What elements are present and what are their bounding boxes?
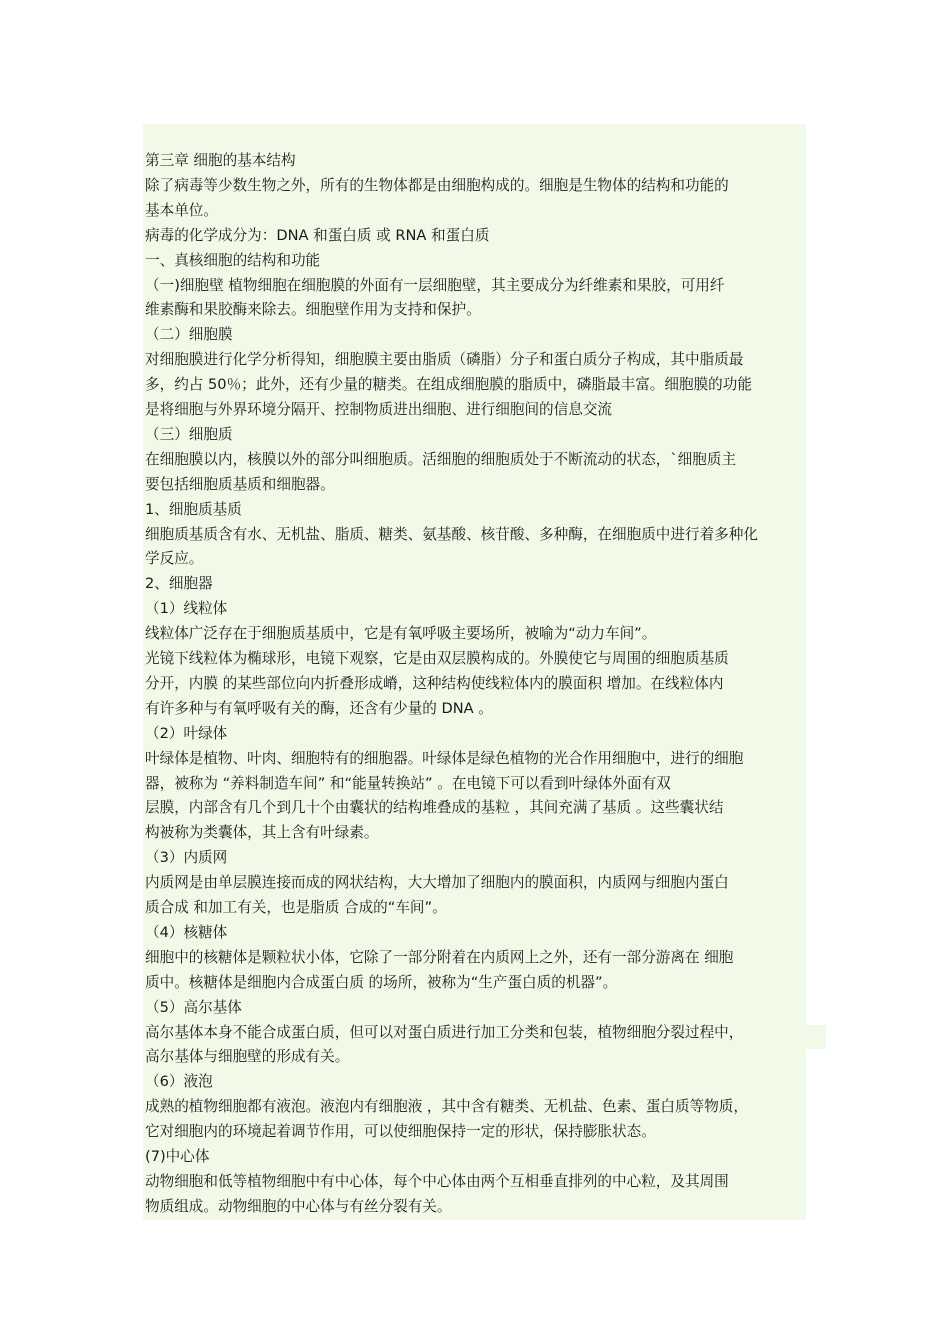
text-line: 要包括细胞质基质和细胞器。 — [145, 476, 335, 493]
text-line: 物质组成。动物细胞的中心体与有丝分裂有关。 — [145, 1198, 452, 1215]
text-line: 构被称为类囊体，其上含有叶绿素。 — [145, 824, 379, 841]
text-line: 一、真核细胞的结构和功能 — [145, 252, 321, 269]
text-line: 在细胞膜以内，核膜以外的部分叫细胞质。活细胞的细胞质处于不断流动的状态，`细胞质主 — [145, 451, 737, 468]
text-line: （2）叶绿体 — [145, 725, 228, 742]
document-panel-overflow — [806, 1025, 826, 1049]
text-line: 病毒的化学成分为：DNA 和蛋白质 或 RNA 和蛋白质 — [145, 227, 490, 244]
text-line: 质合成 和加工有关，也是脂质 合成的“车间”。 — [145, 899, 447, 916]
text-line: （一)细胞壁 植物细胞在细胞膜的外面有一层细胞壁，其主要成分为纤维素和果胶，可用纤 — [145, 277, 725, 294]
text-line: 2、细胞器 — [145, 575, 213, 592]
text-line: 基本单位。 — [145, 202, 218, 219]
text-line: 对细胞膜进行化学分析得知，细胞膜主要由脂质（磷脂）分子和蛋白质分子构成，其中脂质最 — [145, 351, 744, 368]
text-line: 它对细胞内的环境起着调节作用，可以使细胞保持一定的形状，保持膨胀状态。 — [145, 1123, 656, 1140]
text-line: （三）细胞质 — [145, 426, 233, 443]
text-line: 成熟的植物细胞都有液泡。液泡内有细胞液 ，其中含有糖类、无机盐、色素、蛋白质等物质， — [145, 1098, 748, 1115]
text-line: （4）核糖体 — [145, 924, 228, 941]
text-line: 是将细胞与外界环境分隔开、控制物质进出细胞、进行细胞间的信息交流 — [145, 401, 613, 418]
text-line: （3）内质网 — [145, 849, 228, 866]
text-line: （二）细胞膜 — [145, 326, 233, 343]
text-line: 高尔基体与细胞壁的形成有关。 — [145, 1048, 350, 1065]
text-line: 光镜下线粒体为椭球形，电镜下观察，它是由双层膜构成的。外膜使它与周围的细胞质基质 — [145, 650, 729, 667]
text-line: 高尔基体本身不能合成蛋白质，但可以对蛋白质进行加工分类和包装，植物细胞分裂过程中， — [145, 1024, 744, 1041]
text-line: (7)中心体 — [145, 1148, 210, 1165]
text-line: 多，约占 50％；此外，还有少量的糖类。在组成细胞膜的脂质中，磷脂最丰富。细胞膜的功能 — [145, 376, 752, 393]
text-line: 有许多种与有氧呼吸有关的酶，还含有少量的 DNA 。 — [145, 700, 493, 717]
text-line: 线粒体广泛存在于细胞质基质中，它是有氧呼吸主要场所，被喻为“动力车间”。 — [145, 625, 657, 642]
text-line: 1、细胞质基质 — [145, 501, 242, 518]
text-line: （6）液泡 — [145, 1073, 213, 1090]
text-line: 细胞中的核糖体是颗粒状小体，它除了一部分附着在内质网上之外，还有一部分游离在 细胞 — [145, 949, 734, 966]
text-line: （1）线粒体 — [145, 600, 228, 617]
text-line: 层膜，内部含有几个到几十个由囊状的结构堆叠成的基粒 ，其间充满了基质 。这些囊状结 — [145, 799, 724, 816]
text-line: （5）高尔基体 — [145, 999, 242, 1016]
text-line: 除了病毒等少数生物之外，所有的生物体都是由细胞构成的。细胞是生物体的结构和功能的 — [145, 177, 729, 194]
text-line: 第三章 细胞的基本结构 — [145, 152, 296, 169]
text-line: 器，被称为 “养料制造车间” 和“能量转换站” 。在电镜下可以看到叶绿体外面有双 — [145, 775, 671, 792]
text-line: 分开，内膜 的某些部位向内折叠形成嵴，这种结构使线粒体内的膜面积 增加。在线粒体内 — [145, 675, 724, 692]
text-line: 细胞质基质含有水、无机盐、脂质、糖类、氨基酸、核苷酸、多种酶，在细胞质中进行着多种化 — [145, 526, 758, 543]
text-line: 叶绿体是植物、叶肉、细胞特有的细胞器。叶绿体是绿色植物的光合作用细胞中，进行的细胞 — [145, 750, 744, 767]
text-line: 内质网是由单层膜连接而成的网状结构，大大增加了细胞内的膜面积，内质网与细胞内蛋白 — [145, 874, 729, 891]
text-line: 动物细胞和低等植物细胞中有中心体，每个中心体由两个互相垂直排列的中心粒，及其周围 — [145, 1173, 729, 1190]
text-line: 学反应。 — [145, 550, 204, 567]
text-line: 维素酶和果胶酶来除去。细胞壁作用为支持和保护。 — [145, 301, 481, 318]
text-line: 质中。核糖体是细胞内合成蛋白质 的场所，被称为“生产蛋白质的机器”。 — [145, 974, 618, 991]
